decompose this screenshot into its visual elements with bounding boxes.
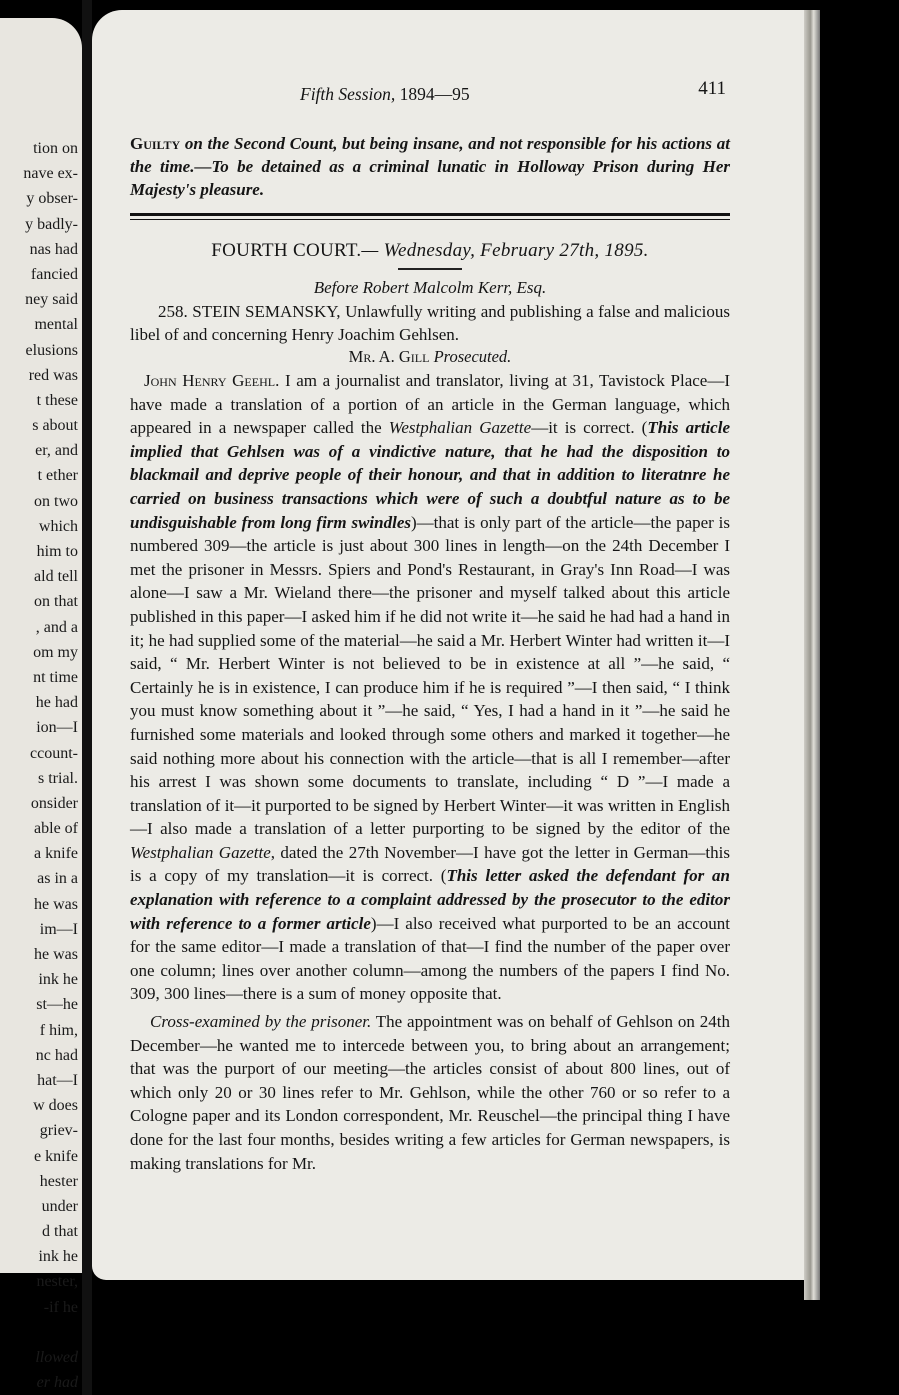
cross-label: Cross-examined by the prisoner. — [150, 1012, 372, 1032]
left-page-line: fancied — [30, 265, 78, 283]
left-page-line: red was — [28, 366, 78, 384]
left-page-line: tion on — [33, 140, 78, 157]
double-rule — [130, 213, 730, 220]
left-page-line: ney said — [25, 291, 78, 309]
prosecuting-counsel: Mr. A. Gill — [348, 347, 430, 366]
header-session: Fifth Session, — [300, 84, 396, 104]
newspaper-name: Westphalian Gazette — [388, 418, 532, 438]
left-page-line: , and a — [35, 618, 78, 636]
header-title — [300, 84, 470, 105]
court-heading — [130, 240, 730, 262]
header-years: 1894—95 — [399, 84, 470, 104]
page-number: 411 — [698, 78, 726, 99]
left-page-line: a knife — [34, 845, 78, 863]
prosecuted-line — [130, 347, 730, 367]
left-page-line: he was — [34, 895, 78, 913]
left-page-line: nc had — [35, 1046, 78, 1064]
left-page-line: t ether — [37, 467, 78, 485]
left-page-line: e knife — [34, 1147, 78, 1165]
left-page-line: f him, — [39, 1021, 78, 1039]
left-page-line: on two — [34, 492, 78, 510]
left-page-line: s trial. — [38, 769, 78, 787]
left-page-line: y obser- — [26, 190, 78, 208]
left-page-line: t these — [36, 391, 78, 409]
witness-text-1: I am a journalist and translator, living at 31, Tavistock Place—I have made a translation of a portion of an article in the German language, which appeared in a newspaper called the — [130, 371, 730, 438]
verdict-guilty: Guilty — [130, 134, 181, 153]
left-page-line: s about — [32, 417, 78, 435]
witness-text-2: —it is correct. ( — [531, 418, 648, 438]
prosecuted-label: Prosecuted. — [433, 347, 512, 366]
left-page-line: as in a — [37, 870, 78, 888]
left-page — [0, 18, 82, 1392]
verdict-text: on the Second Count, but being insane, and not responsible for his actions at the time.—To be detained as a criminal lunatic in Holloway Prison during Her Majesty's pleasure. — [130, 134, 730, 199]
left-page-line: d that — [42, 1223, 78, 1241]
newspaper-name-2: Westphalian Gazette — [130, 842, 271, 862]
left-page-line: ion—I — [36, 719, 78, 737]
left-page-line: st—he — [36, 996, 78, 1014]
letter-note: This letter asked the defendant for an explanation with reference to a complaint addressed by the prosecutor to the editor with reference to a former article — [130, 866, 731, 933]
left-page-line: mental — [34, 316, 78, 334]
left-page-line: under — [41, 1197, 78, 1215]
court-name: FOURTH COURT. — [211, 240, 362, 261]
court-date: — Wednesday, February 27th, 1895. — [361, 240, 649, 261]
before-judge: Before Robert Malcolm Kerr, Esq. — [313, 278, 547, 297]
witness-name: John Henry Geehl. — [144, 371, 280, 390]
left-page-line: him to — [36, 543, 78, 560]
left-page-line: hester — [39, 1172, 78, 1190]
left-page-line: onsider — [30, 794, 78, 812]
left-page-line: im—I — [39, 920, 78, 938]
left-page-line: llowed — [35, 1349, 78, 1366]
left-page-line: nas had — [29, 240, 78, 258]
witness-text-4: , dated the 27th November—I have got the letter in German—this is a copy of my translation—it is correct. ( — [130, 842, 730, 886]
left-page-line: hat—I — [37, 1071, 78, 1089]
left-page-line: on that — [34, 593, 78, 611]
left-page-line: y badly- — [25, 215, 78, 233]
left-page-line: elusions — [25, 341, 78, 359]
short-rule — [398, 268, 462, 270]
cross-examination-paragraph — [130, 1010, 730, 1175]
left-page-line: ink he — [38, 971, 78, 989]
left-page-line: griev- — [39, 1122, 78, 1140]
left-page-line: ald tell — [34, 568, 78, 586]
left-page-line: ccount- — [30, 744, 78, 762]
left-page-line: he had — [35, 694, 78, 712]
cross-text: The appointment was on behalf of Gehlson on 24th December—he wanted me to intercede between you, to bring about an arrangement; that was the purport of our meeting—the articles consist of about 800 lines, out of which only 20 or 30 lines refer to Mr. Gehlson, while the other 760 or so refer to a Cologne paper and its London correspondent, Mr. Reuschel—the principal thing I have done for the last four months, besides writing a few articles for German newspapers, is making translations for Mr. — [130, 1012, 730, 1173]
left-page-text — [23, 136, 78, 1395]
left-page-line: ink he — [38, 1248, 78, 1266]
witness-paragraph — [130, 369, 730, 1006]
left-page-line: nt time — [33, 668, 78, 686]
case-title: 258. STEIN SEMANSKY, Unlawfully writing and publishing a false and malicious libel of and concerning Henry Joachim Gehlsen. — [130, 302, 730, 344]
book-gutter — [82, 0, 92, 1395]
left-page-line: om my — [33, 643, 78, 661]
left-page-line: er, and — [35, 442, 78, 460]
page-content — [130, 78, 730, 1175]
left-page-line: which — [38, 517, 78, 535]
testimony — [130, 369, 730, 1175]
verdict — [130, 132, 730, 201]
page-edge — [804, 10, 820, 1300]
left-page-line: able of — [34, 820, 78, 838]
left-page-line: er had — [36, 1374, 78, 1392]
article-note: This article implied that Gehlsen was of a vindictive nature, that he had the disposition to blackmail and deprive people of their honour, and that in addition to literatnre he carried on business transactions which were of such a doubtful nature as to be undisguishable from long firm swindles — [130, 418, 730, 532]
left-page-line: w does — [33, 1097, 78, 1115]
left-page-line: -if he — [43, 1298, 78, 1316]
left-page-line: nave ex- — [23, 165, 78, 183]
left-page-line: he was — [34, 946, 78, 963]
left-page-line — [23, 1320, 78, 1345]
witness-text-3: )—that is only part of the article—the paper is numbered 309—the article is just about 300 lines in length—on the 24th December I met the prisoner in Messrs. Spiers and Pond's Restaurant, in Gray's Inn Road—I was alone—I saw a Mr. Wieland there—the prisoner and myself talked about this article published in this paper—I asked him if he did not write it—he said he had had a hand in it; he had supplied some of the material—he said a Mr. Herbert Winter had written it—I said, “ Mr. Herbert Winter is not believed to be in existence at all ”—he said, “ Certainly he is in existence, I can produce him if he is required ”—I then said, “ I think you must know something about it ”—he said, “ Yes, I had a hand in it ”—he said he furnished some materials and looked through some others and marked it together—he said nothing more about his connection with the article—that is all I remember—after his arrest I was shown some documents to translate, including “ D ”—I made a translation of it—it purported to be signed by Herbert Winter—it was written in English—I also made a translation of a letter purporting to be signed by the editor of the — [130, 512, 730, 839]
left-page-line: nester, — [36, 1273, 78, 1291]
running-header — [130, 78, 730, 108]
witness-text-5: )—I also received what purported to be an account for the same editor—I made a translation of that—I find the number of the paper over one column; lines over another column—among the numbers of the papers I find No. 309, 300 lines—there is a sum of money opposite that. — [130, 913, 730, 1004]
